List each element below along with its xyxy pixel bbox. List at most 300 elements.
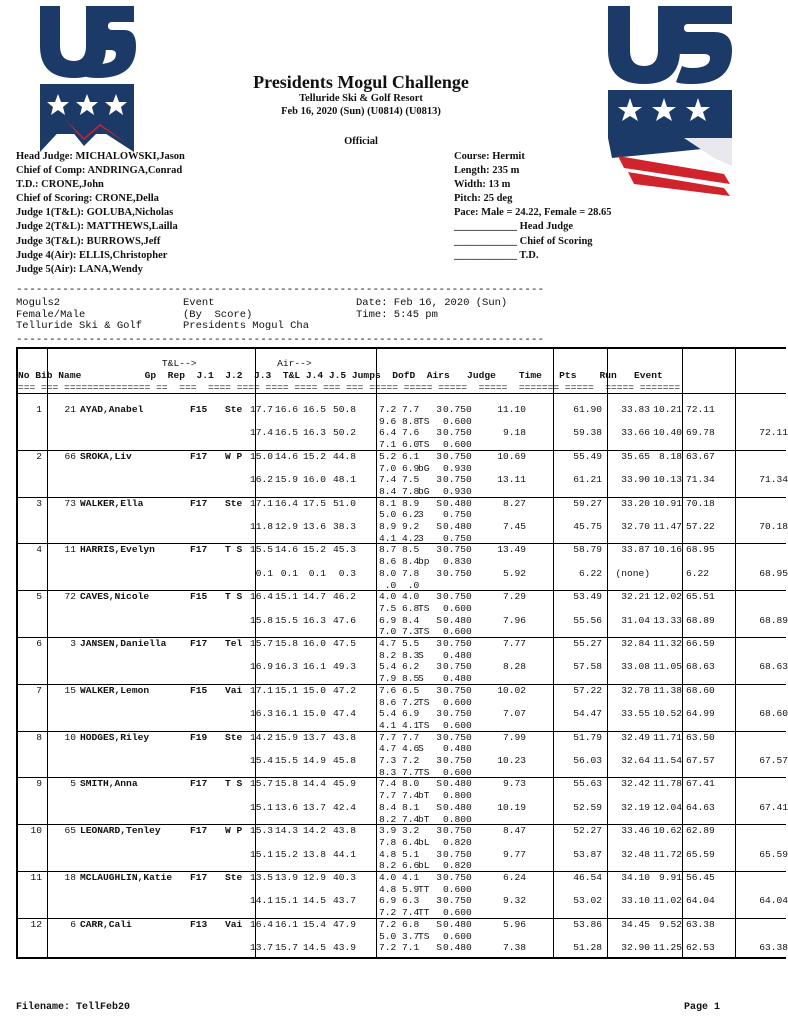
judge-3-score: 16.3 — [302, 614, 326, 626]
turns-total: 0.3 — [338, 567, 356, 579]
air-judge-scores: 6.9 8.4 — [379, 614, 420, 626]
judge-3-score: 15.0 — [302, 708, 326, 720]
air-judge-scores: 5.4 6.9 — [379, 708, 420, 720]
air-judge-scores: 8.7 8.5 — [379, 544, 420, 556]
athlete-name: JANSEN,Daniella — [80, 638, 167, 649]
time-points: 10.16 — [653, 544, 682, 556]
jump-code: 3 — [436, 427, 442, 439]
time-points: 11.78 — [653, 778, 682, 790]
place-number: 10 — [30, 825, 42, 837]
athlete-name: WALKER,Ella — [80, 497, 144, 509]
judge-2-score: 16.4 — [274, 497, 298, 509]
run-time: 32.84 — [621, 638, 650, 649]
run-time: 32.49 — [621, 731, 650, 743]
turns-total: 40.3 — [332, 872, 356, 883]
run-score: 64.04 — [686, 895, 715, 907]
air-judge-scores: 4.1 4.2 — [379, 532, 420, 544]
judge-1-score: 15.3 — [249, 825, 273, 837]
judge-1-score: 15.7 — [249, 638, 273, 649]
bib-number: 73 — [64, 497, 76, 509]
table-row — [18, 474, 786, 486]
judge-total: 46.54 — [573, 872, 602, 883]
time-points: 11.02 — [653, 895, 682, 907]
air-score: 10.23 — [497, 755, 526, 766]
representing: W P — [225, 825, 243, 837]
run-score: 72.11 — [686, 404, 715, 415]
jump-code: TS — [418, 766, 430, 778]
time-points: 11.71 — [653, 731, 682, 743]
jump-code: S — [436, 918, 442, 930]
judge-2-score: 15.7 — [274, 942, 298, 954]
jump-code: 3 — [436, 450, 442, 462]
official-line: Chief of Comp: ANDRINGA,Conrad — [16, 165, 183, 177]
judge-total: 55.63 — [573, 778, 602, 790]
jump-code: TS — [418, 439, 430, 451]
air-judge-scores: 4.7 4.6 — [379, 743, 420, 755]
run-time: 31.04 — [621, 614, 650, 626]
time-points: 10.40 — [653, 427, 682, 439]
degree-of-difficulty: 0.930 — [443, 462, 472, 474]
run-score: 68.63 — [686, 661, 715, 673]
place-number: 12 — [30, 918, 42, 930]
judge-2-score: 15.1 — [274, 591, 298, 603]
table-row — [18, 895, 786, 907]
air-judge-scores: 7.2 6.8 — [379, 918, 420, 930]
place-number: 3 — [36, 497, 42, 509]
judge-1-score: 15.1 — [249, 848, 273, 860]
course-line: Width: 13 m — [454, 179, 511, 191]
degree-of-difficulty: 0.600 — [443, 930, 472, 942]
degree-of-difficulty: 0.480 — [443, 673, 472, 685]
place-number: 4 — [36, 544, 42, 556]
degree-of-difficulty: 0.480 — [443, 521, 472, 532]
athlete-name: CAVES,Nicole — [80, 591, 150, 603]
air-judge-scores: 8.4 8.1 — [379, 801, 420, 813]
representing: Ste — [225, 731, 243, 743]
degree-of-difficulty: 0.830 — [443, 556, 472, 568]
turns-total: 46.2 — [332, 591, 356, 603]
event-score: 68.60 — [759, 708, 788, 720]
event-score: 71.34 — [759, 474, 788, 486]
judge-total: 57.58 — [573, 661, 602, 673]
run-score: 63.50 — [686, 731, 715, 743]
time-points: 9.91 — [658, 872, 682, 883]
table-row — [18, 732, 786, 744]
table-row — [18, 837, 786, 849]
table-row — [18, 884, 786, 896]
jump-code: 3 — [436, 567, 442, 579]
table-row — [18, 615, 786, 627]
jump-code: 3 — [436, 544, 442, 556]
place-number: 8 — [36, 731, 42, 743]
judge-2-score: 13.6 — [274, 801, 298, 813]
degree-of-difficulty: 0.480 — [443, 918, 472, 930]
run-time: 32.42 — [621, 778, 650, 790]
judge-total: 53.49 — [573, 591, 602, 603]
report-title-block — [200, 72, 522, 118]
jump-code: bT — [418, 790, 430, 802]
turns-total: 47.5 — [332, 638, 356, 649]
air-judge-scores: 8.6 8.4 — [379, 556, 420, 568]
degree-of-difficulty: 0.600 — [443, 626, 472, 638]
bib-number: 6 — [70, 918, 76, 930]
degree-of-difficulty: 0.750 — [443, 895, 472, 907]
air-judge-scores: 7.9 8.5 — [379, 673, 420, 685]
run-score: 68.89 — [686, 614, 715, 626]
table-row — [18, 825, 786, 837]
representing: T S — [225, 544, 243, 556]
judge-1-score: 15.1 — [249, 801, 273, 813]
group: F17 — [190, 825, 208, 837]
athlete-name: SROKA,Liv — [80, 450, 132, 462]
results-table — [16, 347, 786, 959]
air-score: 7.77 — [502, 638, 526, 649]
judge-3-score: 13.7 — [302, 801, 326, 813]
jump-code: 3 — [436, 474, 442, 486]
judge-total: 59.38 — [573, 427, 602, 439]
event-score: 68.89 — [759, 614, 788, 626]
judge-total: 55.27 — [573, 638, 602, 649]
air-score: 7.99 — [502, 731, 526, 743]
judge-3-score: 15.0 — [302, 684, 326, 696]
table-row — [18, 849, 786, 861]
degree-of-difficulty: 0.600 — [443, 415, 472, 427]
air-judge-scores: 7.1 6.0 — [379, 439, 420, 451]
degree-of-difficulty: 0.800 — [443, 790, 472, 802]
air-score: 5.96 — [502, 918, 526, 930]
judge-2-score: 0.1 — [280, 567, 298, 579]
official-line: Chief of Scoring: CRONE,Della — [16, 193, 159, 205]
time-points: 11.05 — [653, 661, 682, 673]
event-score: 67.57 — [759, 755, 788, 766]
judge-total: 61.21 — [573, 474, 602, 486]
air-score: 7.45 — [502, 521, 526, 532]
judge-2-score: 15.1 — [274, 684, 298, 696]
degree-of-difficulty: 0.480 — [443, 778, 472, 790]
air-judge-scores: 6.4 7.6 — [379, 427, 420, 439]
table-row — [18, 416, 786, 428]
judge-total: 52.59 — [573, 801, 602, 813]
jump-code: TS — [418, 415, 430, 427]
degree-of-difficulty: 0.800 — [443, 813, 472, 825]
official-line: Head Judge: MICHALOWSKI,Jason — [16, 151, 185, 162]
degree-of-difficulty: 0.750 — [443, 872, 472, 883]
judge-total: 54.47 — [573, 708, 602, 720]
air-score: 8.28 — [502, 661, 526, 673]
air-judge-scores: 8.3 7.7 — [379, 766, 420, 778]
degree-of-difficulty: 0.480 — [443, 743, 472, 755]
bib-number: 21 — [64, 404, 76, 415]
time-points: 11.54 — [653, 755, 682, 766]
air-score: 9.18 — [502, 427, 526, 439]
degree-of-difficulty: 0.750 — [443, 591, 472, 603]
judge-total: 53.86 — [573, 918, 602, 930]
athlete-name: MCLAUGHLIN,Katie — [80, 872, 173, 883]
judge-3-score: 13.6 — [302, 521, 326, 532]
degree-of-difficulty: 0.480 — [443, 614, 472, 626]
run-score: 68.60 — [686, 684, 715, 696]
judge-1-score: 16.9 — [249, 661, 273, 673]
official-line: T.D.: CRONE,John — [16, 179, 104, 191]
jump-code: bL — [418, 836, 430, 848]
group: F15 — [190, 591, 208, 603]
judge-2-score: 14.6 — [274, 450, 298, 462]
judge-2-score: 15.9 — [274, 474, 298, 486]
judge-total: 59.27 — [573, 497, 602, 509]
official-line: Judge 3(T&L): BURROWS,Jeff — [16, 235, 161, 247]
degree-of-difficulty: 0.750 — [443, 509, 472, 521]
judge-total: 51.79 — [573, 731, 602, 743]
judge-total: 55.56 — [573, 614, 602, 626]
judge-total: 45.75 — [573, 521, 602, 532]
group: F17 — [190, 497, 208, 509]
bib-number: 10 — [64, 731, 76, 743]
air-judge-scores: 8.9 9.2 — [379, 521, 420, 532]
air-judge-scores: 4.8 5.9 — [379, 883, 420, 895]
run-time: 34.45 — [621, 918, 650, 930]
judge-2-score: 15.5 — [274, 614, 298, 626]
table-row — [18, 638, 786, 650]
jump-code: S — [436, 521, 442, 532]
jump-code: TT — [418, 883, 430, 895]
meta-cell: Date: Feb 16, 2020 (Sun) — [356, 297, 508, 309]
bib-number: 66 — [64, 450, 76, 462]
judge-1-score: 16.3 — [249, 708, 273, 720]
air-judge-scores: 8.4 7.8 — [379, 485, 420, 497]
group: F17 — [190, 544, 208, 556]
turns-total: 43.7 — [332, 895, 356, 907]
jump-code: S — [418, 743, 424, 755]
run-time: 32.90 — [621, 942, 650, 954]
judge-3-score: 14.4 — [302, 778, 326, 790]
judge-2-score: 15.5 — [274, 755, 298, 766]
degree-of-difficulty: 0.750 — [443, 544, 472, 556]
degree-of-difficulty: 0.600 — [443, 719, 472, 731]
judge-2-score: 16.1 — [274, 708, 298, 720]
jump-code: 3 — [436, 825, 442, 837]
judge-1-score: 14.1 — [249, 895, 273, 907]
athlete-name: SMITH,Anna — [80, 778, 138, 790]
air-score: 11.10 — [497, 404, 526, 415]
air-judge-scores: 8.2 8.3 — [379, 649, 420, 661]
jump-code: TS — [418, 719, 430, 731]
representing: Ste — [225, 404, 243, 415]
turns-total: 47.6 — [332, 614, 356, 626]
place-number: 5 — [36, 591, 42, 603]
judge-1-score: 11.8 — [249, 521, 273, 532]
air-score: 10.02 — [497, 684, 526, 696]
place-number: 6 — [36, 638, 42, 649]
jump-code: bG — [418, 462, 430, 474]
turns-total: 49.3 — [332, 661, 356, 673]
jump-code: S — [418, 649, 424, 661]
run-time: 33.46 — [621, 825, 650, 837]
run-score: 70.18 — [686, 497, 715, 509]
time-points: 11.32 — [653, 638, 682, 649]
turns-total: 42.4 — [332, 801, 356, 813]
table-row — [18, 603, 786, 615]
group: F17 — [190, 638, 208, 649]
jump-code: 3 — [436, 895, 442, 907]
table-row — [18, 463, 786, 475]
run-time: 35.65 — [621, 450, 650, 462]
time-points: 11.38 — [653, 684, 682, 696]
footer-page: Page 1 — [684, 1002, 721, 1013]
meta-cell: Event — [183, 297, 215, 309]
judge-1-score: 15.0 — [249, 450, 273, 462]
table-row — [18, 650, 786, 662]
group: F17 — [190, 778, 208, 790]
event-score: 68.95 — [759, 567, 788, 579]
header-line-3: === === =============== == === ==== ==== ==== ==== === === ===== ===== ===== ===== ======= ===== ===== ======= — [18, 382, 681, 393]
event-title: Presidents Mogul Challenge — [253, 72, 469, 92]
judge-1-score: 14.2 — [249, 731, 273, 743]
degree-of-difficulty: 0.600 — [443, 602, 472, 614]
jump-code: 3 — [418, 509, 424, 521]
degree-of-difficulty: 0.480 — [443, 942, 472, 954]
judge-2-score: 14.6 — [274, 544, 298, 556]
air-judge-scores: 7.4 7.5 — [379, 474, 420, 486]
jump-code: TS — [418, 602, 430, 614]
judge-total: 53.02 — [573, 895, 602, 907]
judge-2-score: 16.6 — [274, 404, 298, 415]
judge-total: 53.87 — [573, 848, 602, 860]
air-judge-scores: 5.0 3.7 — [379, 930, 420, 942]
jump-code: S — [436, 801, 442, 813]
bib-number: 11 — [64, 544, 76, 556]
bib-number: 5 — [70, 778, 76, 790]
jump-code: bL — [418, 860, 430, 872]
jump-code: S — [436, 942, 442, 954]
run-time: 34.10 — [621, 872, 650, 883]
course-line: Pitch: 25 deg — [454, 193, 513, 205]
course-line: ____________ Head Judge — [454, 221, 574, 233]
us-ski-logo-left — [36, 6, 136, 152]
header-rule — [18, 393, 786, 394]
judge-1-score: 16.4 — [249, 918, 273, 930]
representing: Vai — [225, 684, 243, 696]
air-judge-scores: 5.0 6.2 — [379, 509, 420, 521]
run-score: 62.89 — [686, 825, 715, 837]
judge-3-score: 14.5 — [302, 942, 326, 954]
air-judge-scores: 8.6 7.2 — [379, 696, 420, 708]
table-row — [18, 708, 786, 720]
place-number: 7 — [36, 684, 42, 696]
run-score: 63.38 — [686, 918, 715, 930]
time-points: 13.33 — [653, 614, 682, 626]
official-line: Judge 2(T&L): MATTHEWS,Lailla — [16, 221, 178, 233]
judge-1-score: 17.1 — [249, 684, 273, 696]
run-time: 33.10 — [621, 895, 650, 907]
run-time: 32.70 — [621, 521, 650, 532]
judge-2-score: 16.1 — [274, 918, 298, 930]
judge-3-score: 15.4 — [302, 918, 326, 930]
course-info — [454, 150, 611, 263]
air-judge-scores: 4.8 5.1 — [379, 848, 420, 860]
time-points: 8.18 — [658, 450, 682, 462]
divider-bottom: -------------------------------------------------------------------------------- — [16, 334, 545, 346]
time-points: 10.52 — [653, 708, 682, 720]
judge-3-score: 16.0 — [302, 474, 326, 486]
turns-total: 45.3 — [332, 544, 356, 556]
meta-cell: Time: 5:45 pm — [356, 308, 438, 321]
judge-2-score: 15.2 — [274, 848, 298, 860]
group: F13 — [190, 918, 208, 930]
degree-of-difficulty: 0.750 — [443, 661, 472, 673]
judge-total: 6.22 — [578, 567, 602, 579]
degree-of-difficulty: 0.750 — [443, 532, 472, 544]
table-row — [18, 521, 786, 533]
table-row — [18, 697, 786, 709]
judge-2-score: 12.9 — [274, 521, 298, 532]
table-row — [18, 778, 786, 790]
us-ski-logo-right — [604, 6, 704, 152]
time-points: 11.72 — [653, 848, 682, 860]
table-row — [18, 451, 786, 463]
time-points: 10.91 — [653, 497, 682, 509]
air-judge-scores: 7.0 6.9 — [379, 462, 420, 474]
run-score: 64.99 — [686, 708, 715, 720]
judge-3-score: 14.9 — [302, 755, 326, 766]
table-row — [18, 931, 786, 943]
judge-1-score: 15.5 — [249, 544, 273, 556]
air-judge-scores: 5.2 6.1 — [379, 450, 420, 462]
event-score: 65.59 — [759, 848, 788, 860]
table-row — [18, 544, 786, 556]
event-score: 63.38 — [759, 942, 788, 954]
official-label: Official — [344, 136, 378, 147]
run-score: 56.45 — [686, 872, 715, 883]
divider-top: -------------------------------------------------------------------------------- — [16, 284, 545, 296]
air-judge-scores: 8.1 8.9 — [379, 497, 420, 509]
representing: Ste — [225, 497, 243, 509]
run-time: 32.21 — [621, 591, 650, 603]
jump-code: 3 — [436, 638, 442, 649]
run-score: 67.41 — [686, 778, 715, 790]
jump-code: 3 — [436, 591, 442, 603]
degree-of-difficulty: 0.750 — [443, 708, 472, 720]
representing: T S — [225, 591, 243, 603]
air-judge-scores: .0 .0 — [379, 579, 420, 591]
degree-of-difficulty: 0.750 — [443, 404, 472, 415]
run-score: 6.22 — [686, 567, 710, 579]
air-judge-scores: 7.6 6.5 — [379, 684, 420, 696]
judge-3-score: 16.1 — [302, 661, 326, 673]
officials-list — [16, 150, 185, 277]
bib-number: 3 — [70, 638, 76, 649]
meta-cell: Telluride Ski & Golf — [16, 320, 143, 332]
turns-total: 43.9 — [332, 942, 356, 954]
athlete-name: HARRIS,Evelyn — [80, 544, 155, 556]
judge-1-score: 17.4 — [249, 427, 273, 439]
time-points: 12.02 — [653, 591, 682, 603]
judge-1-score: 16.4 — [249, 591, 273, 603]
run-time: (none) — [615, 567, 650, 579]
degree-of-difficulty: 0.930 — [443, 485, 472, 497]
judge-total: 55.49 — [573, 450, 602, 462]
air-score: 13.11 — [497, 474, 526, 486]
air-judge-scores: 7.5 6.8 — [379, 602, 420, 614]
footer-filename: Filename: TellFeb20 — [16, 1002, 131, 1013]
representing: T S — [225, 778, 243, 790]
run-score: 57.22 — [686, 521, 715, 532]
degree-of-difficulty: 0.750 — [443, 684, 472, 696]
air-judge-scores: 8.2 6.6 — [379, 860, 420, 872]
group: F15 — [190, 404, 208, 415]
jump-code: 3 — [436, 661, 442, 673]
air-score: 9.32 — [502, 895, 526, 907]
degree-of-difficulty: 0.750 — [443, 450, 472, 462]
